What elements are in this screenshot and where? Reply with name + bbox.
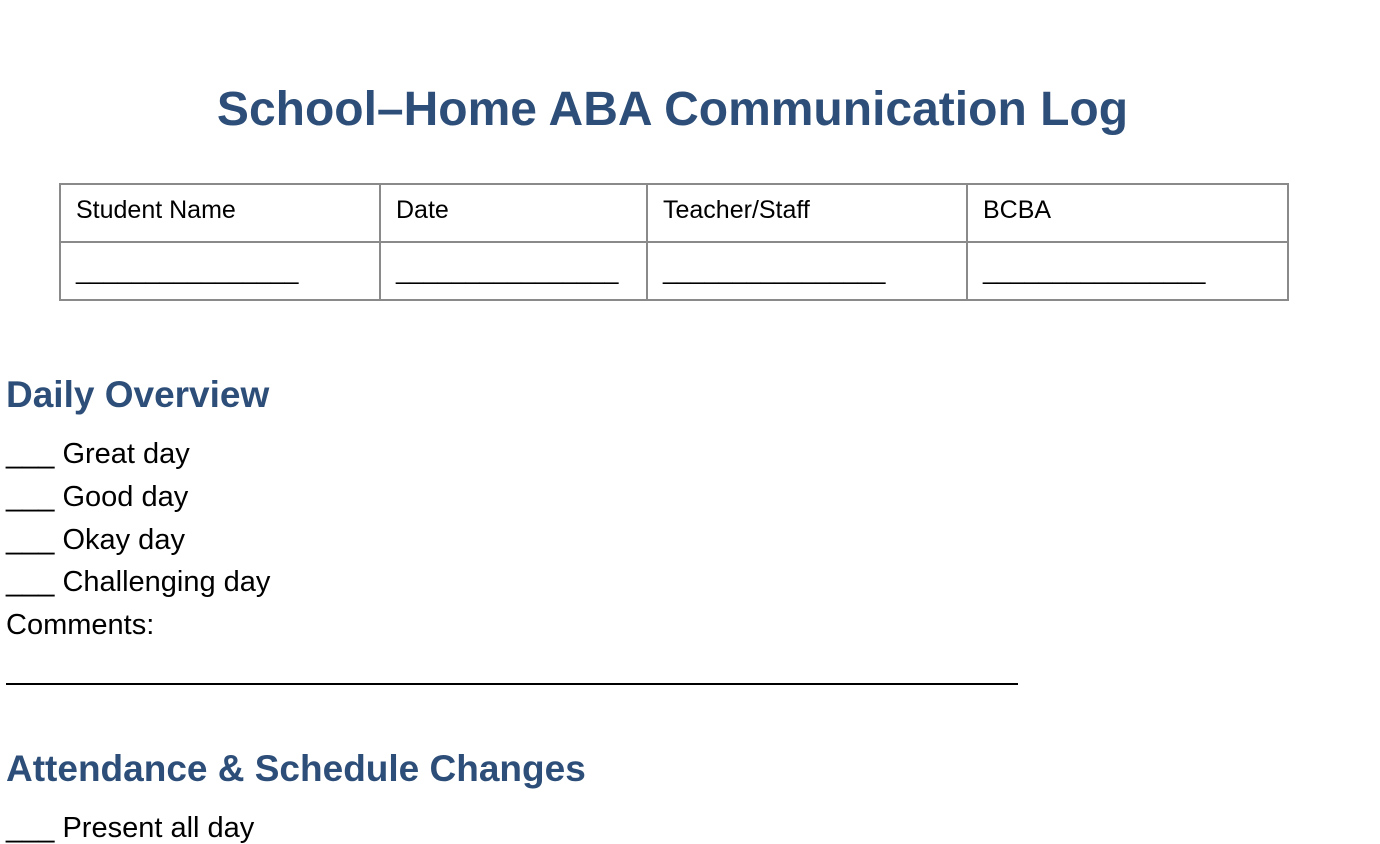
comments-label: Comments: — [6, 609, 155, 641]
daily-overview-heading: Daily Overview — [6, 374, 270, 415]
document-title: School–Home ABA Communication Log — [216, 83, 1129, 136]
student-name-blank: ________________ — [60, 242, 380, 300]
date-blank: ________________ — [380, 242, 647, 300]
great-day-option: ___ Great day — [6, 438, 190, 470]
date-header: Date — [380, 184, 647, 242]
okay-day-option: ___ Okay day — [6, 524, 185, 556]
good-day-option: ___ Good day — [6, 481, 189, 513]
bcba-header: BCBA — [967, 184, 1288, 242]
table-blank-row — [60, 242, 1288, 300]
teacher-staff-blank: ________________ — [647, 242, 967, 300]
present-all-day-option: ___ Present all day — [6, 812, 255, 844]
student-name-header: Student Name — [60, 184, 380, 242]
student-info-table — [59, 183, 1289, 301]
teacher-staff-header: Teacher/Staff — [647, 184, 967, 242]
challenging-day-option: ___ Challenging day — [6, 566, 271, 598]
attendance-heading: Attendance & Schedule Changes — [6, 748, 586, 789]
bcba-blank: ________________ — [967, 242, 1288, 300]
table-header-row — [60, 184, 1288, 242]
comments-write-line — [6, 683, 1018, 685]
